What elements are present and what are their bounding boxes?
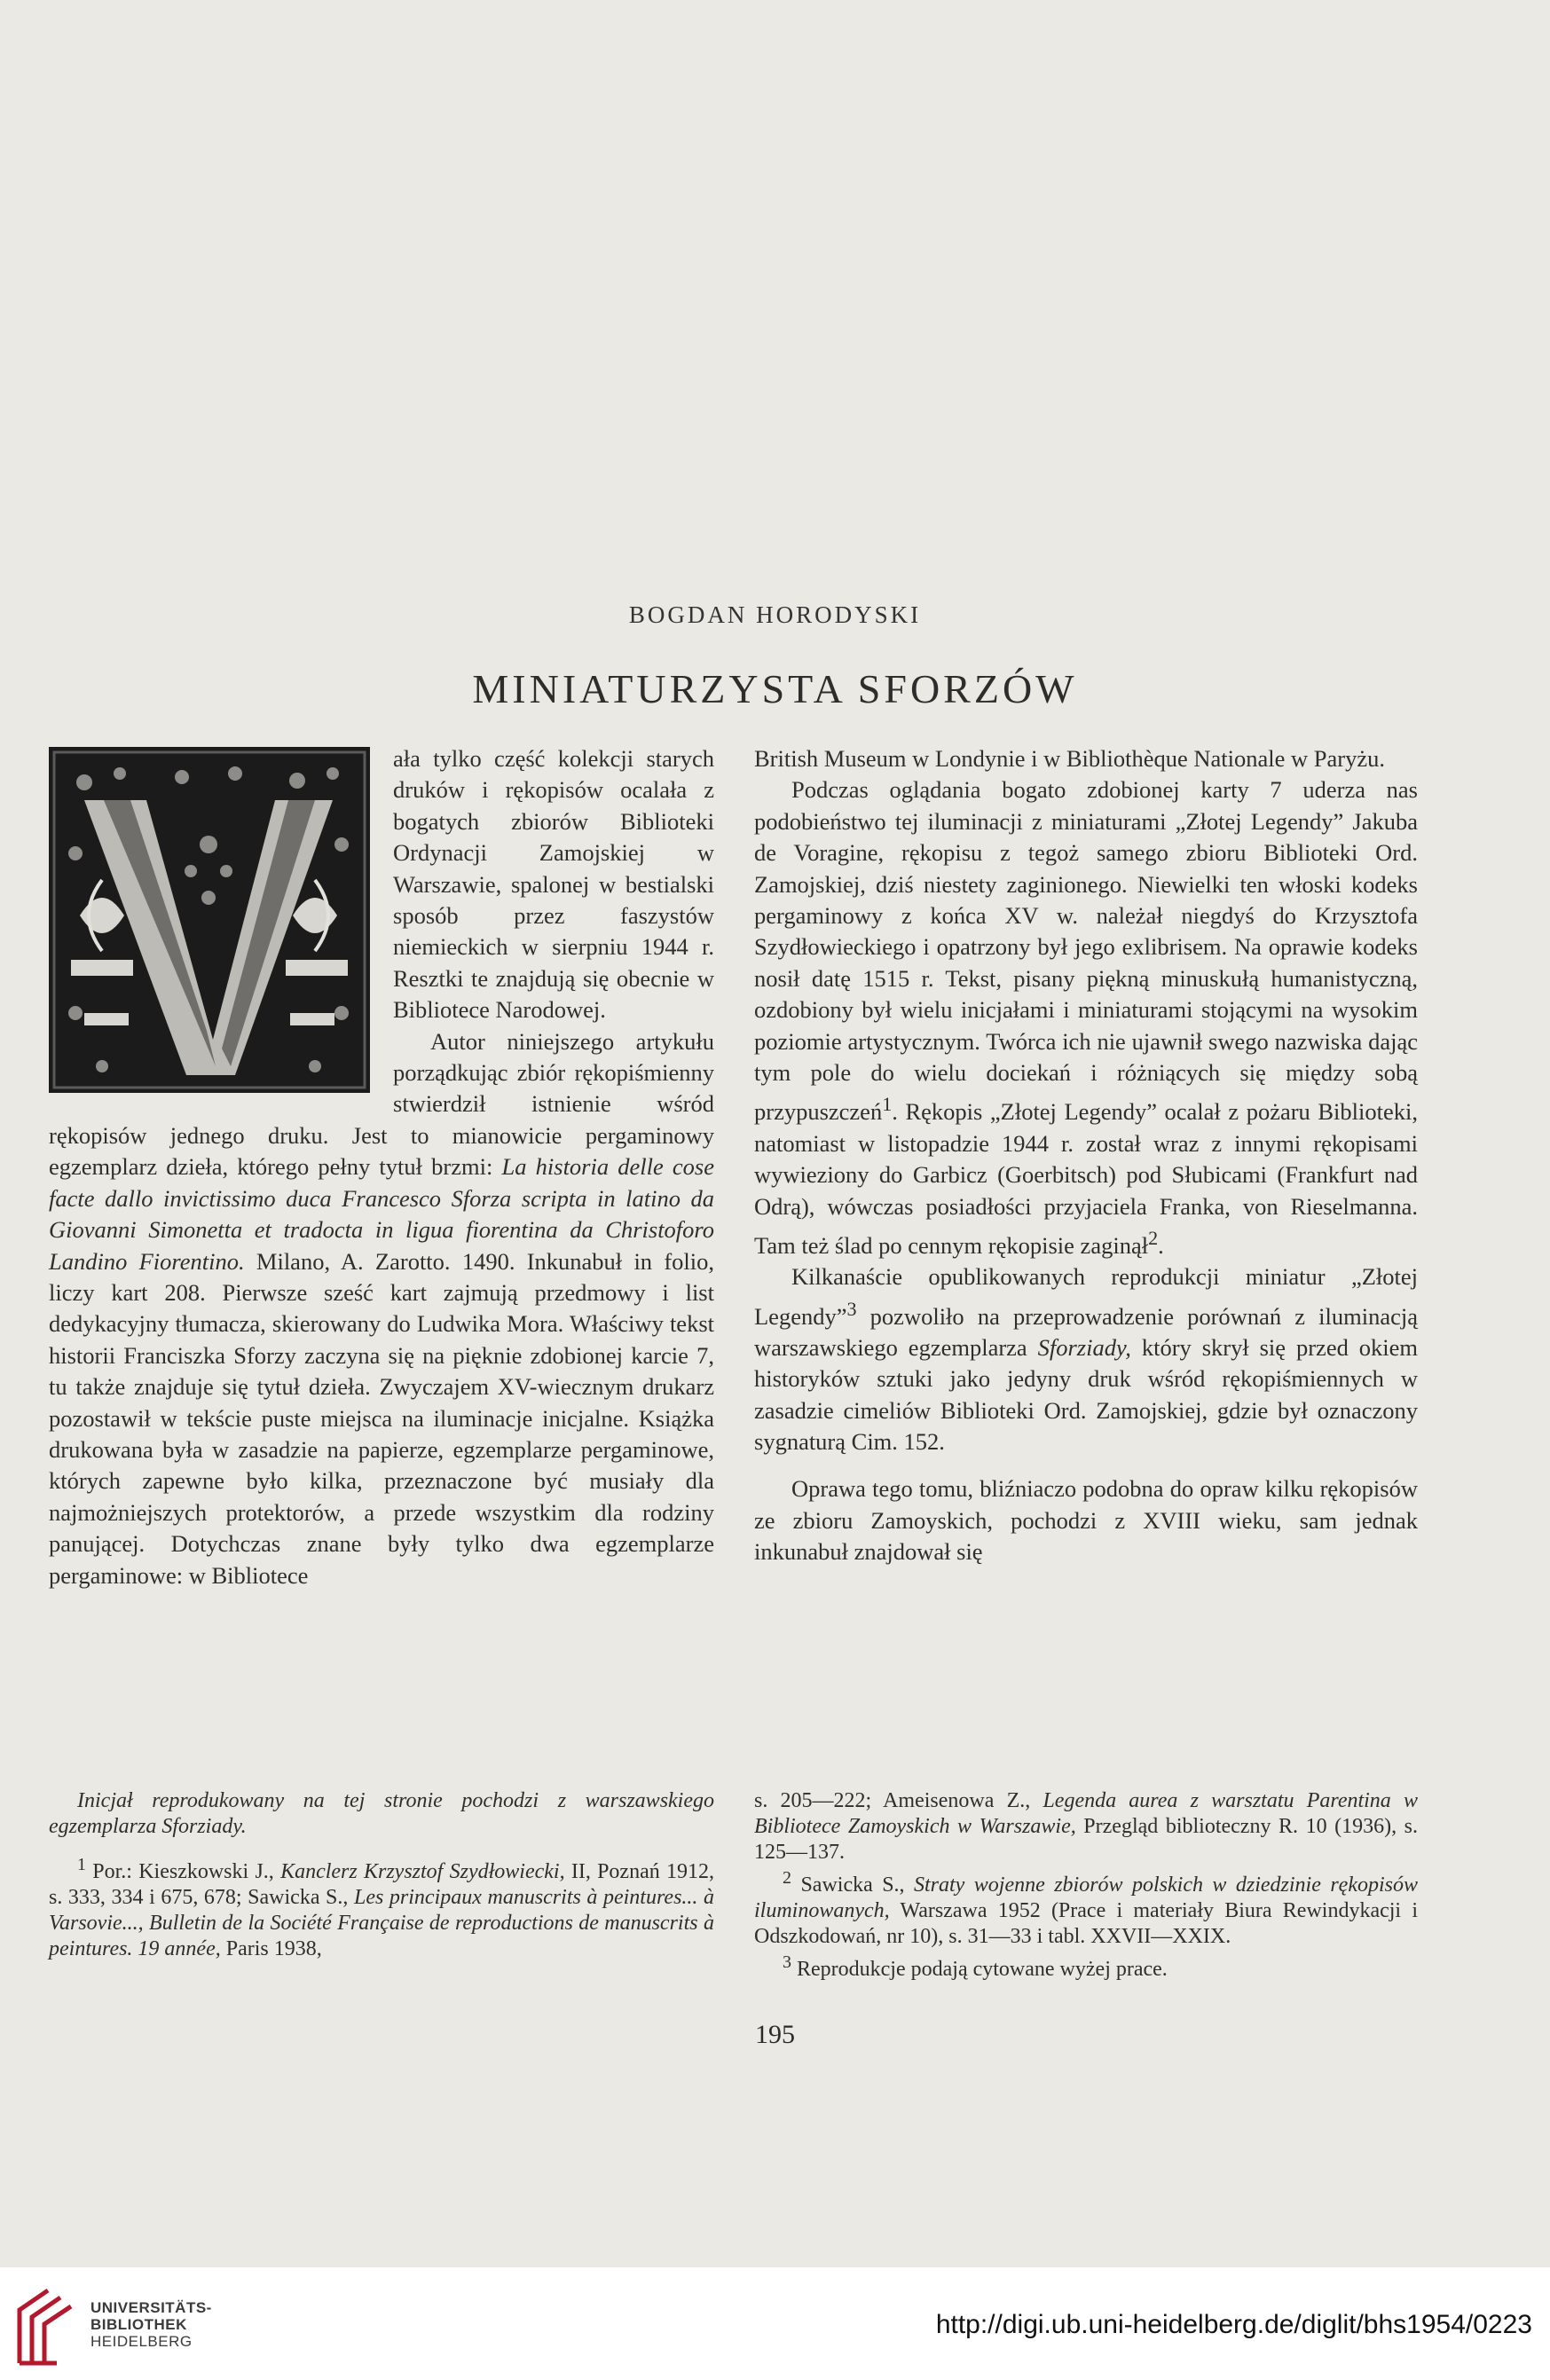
illuminated-initial-v (49, 747, 370, 1093)
footnote-ref-1: 1 (882, 1093, 893, 1116)
library-logo-icon (12, 2285, 75, 2367)
initial-source-note: Inicjał reprodukowany na tej stronie pochodzi z warszawskiego egzemplarza Sforziady. (49, 1789, 714, 1838)
right-text-column (754, 743, 1418, 1568)
footnote-1: $^1$ Por.: Kieszkowski J., Kanclerz Krzysztof Szydłowiecki, II, Poznań 1912, s. 333, 334 i 675, 678; Sawicka S., Les principaux manuscrits à peintures... à Varsovie..., Bulletin de la Société Française de reproductions de manuscrits à peintures. 19 année, Paris 1938, (49, 1855, 715, 1960)
right-paragraph-3: Kilkanaście opublikowanych reprodukcji miniatur „Złotej Legendy”$^3$ pozwoliło na przeprowadzenie porównań z iluminacją warszawskiego egzemplarza Sforziady, który skrył się przed okiem historyków sztuki jako jedyny druk wśród rękopiśmiennych w zasadzie cimeliów Biblioteki Ord. Zamojskiej, gdzie był oznaczony sygnaturą Cim. 152. (754, 1263, 1418, 1456)
article-author: BOGDAN HORODYSKI (628, 601, 922, 628)
footnote-ref-2: 2 (1148, 1226, 1159, 1249)
digitization-footer (0, 2267, 1550, 2380)
footnote-2: $^2$ Sawicka S., Straty wojenne zbiorów polskich w dziedzinie rękopisów iluminowanych, Warszawa 1952 (Prace i materiały Biura Rewindykacji i Odszkodowań, nr 10), s. 31—33 i tabl. XXVII—XXIX. (754, 1868, 1418, 1948)
initial-v-icon (49, 747, 370, 1093)
left-text-column (49, 743, 714, 1591)
footnote-1-continued: s. 205—222; Ameisenowa Z., Legenda aurea z warsztatu Parentina w Bibliotece Zamoyskich w Warszawie, Przegląd biblioteczny R. 10 (1936), s. 125—137. (754, 1789, 1419, 1864)
right-paragraph-1: British Museum w Londynie i w Bibliothèque Nationale w Paryżu. (754, 745, 1385, 772)
book-title: La historia delle cose facte dallo invictissimo duca Francesco Sforza scripta in latino da Giovanni Simonetta et tradocta in ligua fiorentina da Christoforo Landino Fiorentino. (49, 1153, 714, 1275)
footnotes-right (754, 1788, 1418, 1983)
right-paragraph-2: Podczas oglądania bogato zdobionej karty 7 uderza nas podobieństwo tej iluminacji z miniaturami „Złotej Legendy” Jakuba de Voragine, rękopisu z tegoż samego zbioru Biblioteki Ord. Zamojskiej, dziś niestety zaginionego. Niewielki ten włoski kodeks pergaminowy z końca XV w. należał niegdyś do Krzysztofa Szydłowieckiego i opatrzony był jego exlibrisem. Na oprawie kodeks nosił datę 1515 r. Tekst, pisany piękną minuskułą humanistyczną, ozdobiony był wielu inicjałami i miniaturami stojącymi na wysokim poziomie artystycznym. Twórca ich nie ujawnił swego nazwiska dając tym pole do wielu dociekań i różniących się między sobą przypuszczeń$^1$. Rękopis „Złotej Legendy” ocalał z pożaru Biblioteki, natomiast w listopadzie 1944 r. został wraz z innymi rękopisami wywieziony do Garbicz (Goerbitsch) pod Słubicami (Frankfurt nad Odrą), wówczas posiadłości przyjaciela Franka, von Rieselmanna. Tam też ślad po cennym rękopisie zaginął$^2$. (754, 776, 1418, 1259)
page-number: 195 (755, 2020, 795, 2049)
left-paragraph-1: ała tylko część kolekcji starych druków i rękopisów ocalała z bogatych zbiorów Biblioteki Ordynacji Zamojskiej w Warszawie, spalonej w bestialski sposób przez faszystów niemieckich w sierpniu 1944 r. Resztki te znajdują się obecnie w Bibliotece Narodowej. (393, 745, 714, 1024)
article-title: MINIATURZYSTA SFORZÓW (472, 666, 1078, 711)
right-paragraph-4: Oprawa tego tomu, bliźniaczo podobna do opraw kilku rękopisów ze zbioru Zamoyskich, pochodzi z XVIII wieku, sam jednak inkunabuł znajdował się (754, 1475, 1418, 1566)
footnote-3: $^3$ Reprodukcje podają cytowane wyżej prace. (783, 1952, 1168, 1981)
left-paragraph-2: Autor niniejszego artykułu porządkując zbiór rękopiśmienny stwierdził istnienie wśród rękopisów jednego druku. Jest to mianowicie pergaminowy egzemplarz dzieła, którego pełny tytuł brzmi: La historia delle cose facte dallo invictissimo duca Francesco Sforza scripta in latino da Giovanni Simonetta et tradocta in ligua fiorentina da Christoforo Landino Fiorentino. Milano, A. Zarotto. 1490. Inkunabuł in folio, liczy kart 208. Pierwsze sześć kart zajmują przedmowy i list dedykacyjny tłumacza, skierowany do Ludwika Mora. Właściwy tekst historii Franciszka Sforzy zaczyna się na pięknie zdobionej karcie 7, tu także znajduje się tytuł dzieła. Zwyczajem XV-wiecznym drukarz pozostawił w tekście puste miejsca na iluminacje inicjalne. Książka drukowana była w zasadzie na papierze, egzemplarze pergaminowe, których zapewne było kilka, przeznaczone być musiały dla najmożniejszych protektorów, a przede wszystkim dla rodziny panującej. Dotychczas znane były tylko dwa egzemplarze pergaminowe: w Bibliotece (49, 1027, 714, 1589)
library-name: UNIVERSITÄTS- BIBLIOTHEK HEIDELBERG (90, 2299, 212, 2350)
footnote-ref-3: 3 (846, 1297, 857, 1320)
footnotes-left (49, 1788, 714, 1962)
source-url-link[interactable]: http://digi.ub.uni-heidelberg.de/diglit/bhs1954/0223 (935, 2310, 1532, 2339)
